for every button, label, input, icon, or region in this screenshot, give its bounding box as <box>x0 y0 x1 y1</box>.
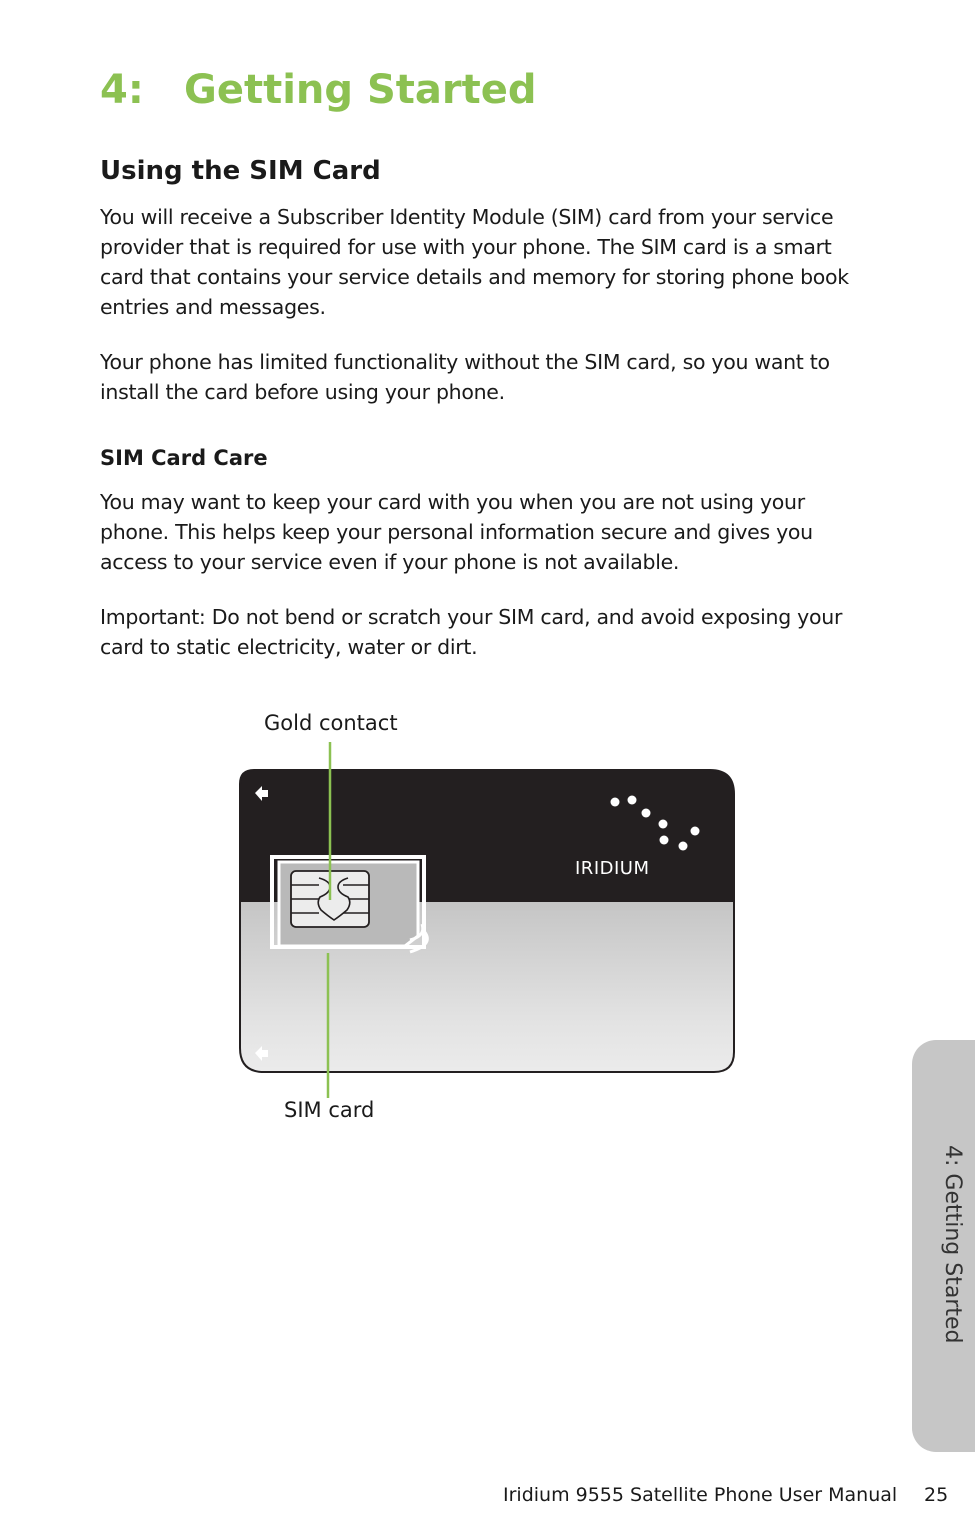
chapter-side-tab-label: 4: Getting Started <box>940 1145 965 1344</box>
section-heading: Using the SIM Card <box>100 156 381 186</box>
footer-manual-title: Iridium 9555 Satellite Phone User Manual <box>503 1484 898 1506</box>
chapter-title-text: Getting Started <box>184 67 537 113</box>
subsection-paragraph-2: Important: Do not bend or scratch your SIM card, and avoid exposing your card to static electricity, water or dirt. <box>100 605 843 659</box>
sim-card-figure <box>230 740 750 1110</box>
sim-card-illustration <box>230 740 750 1110</box>
card-brand: IRIDIUM <box>575 858 650 879</box>
gold-contact-label: Gold contact <box>264 711 398 735</box>
footer-page-number: 25 <box>924 1484 949 1506</box>
sim-card-label: SIM card <box>284 1098 375 1122</box>
chapter-title <box>100 68 536 112</box>
section-paragraph-2: Your phone has limited functionality without the SIM card, so you want to install the card before using your phone. <box>100 350 830 404</box>
subsection-heading: SIM Card Care <box>100 446 268 470</box>
section-paragraph-1: You will receive a Subscriber Identity Module (SIM) card from your service provider that is required for use with your phone. The SIM card is a smart card that contains your service details and memory for storing phone book entries and messages. <box>100 205 849 319</box>
chapter-number: 4: <box>100 67 144 113</box>
subsection-paragraph-1: You may want to keep your card with you when you are not using your phone. This helps keep your personal information secure and gives you access to your service even if your phone is not available. <box>100 490 813 574</box>
